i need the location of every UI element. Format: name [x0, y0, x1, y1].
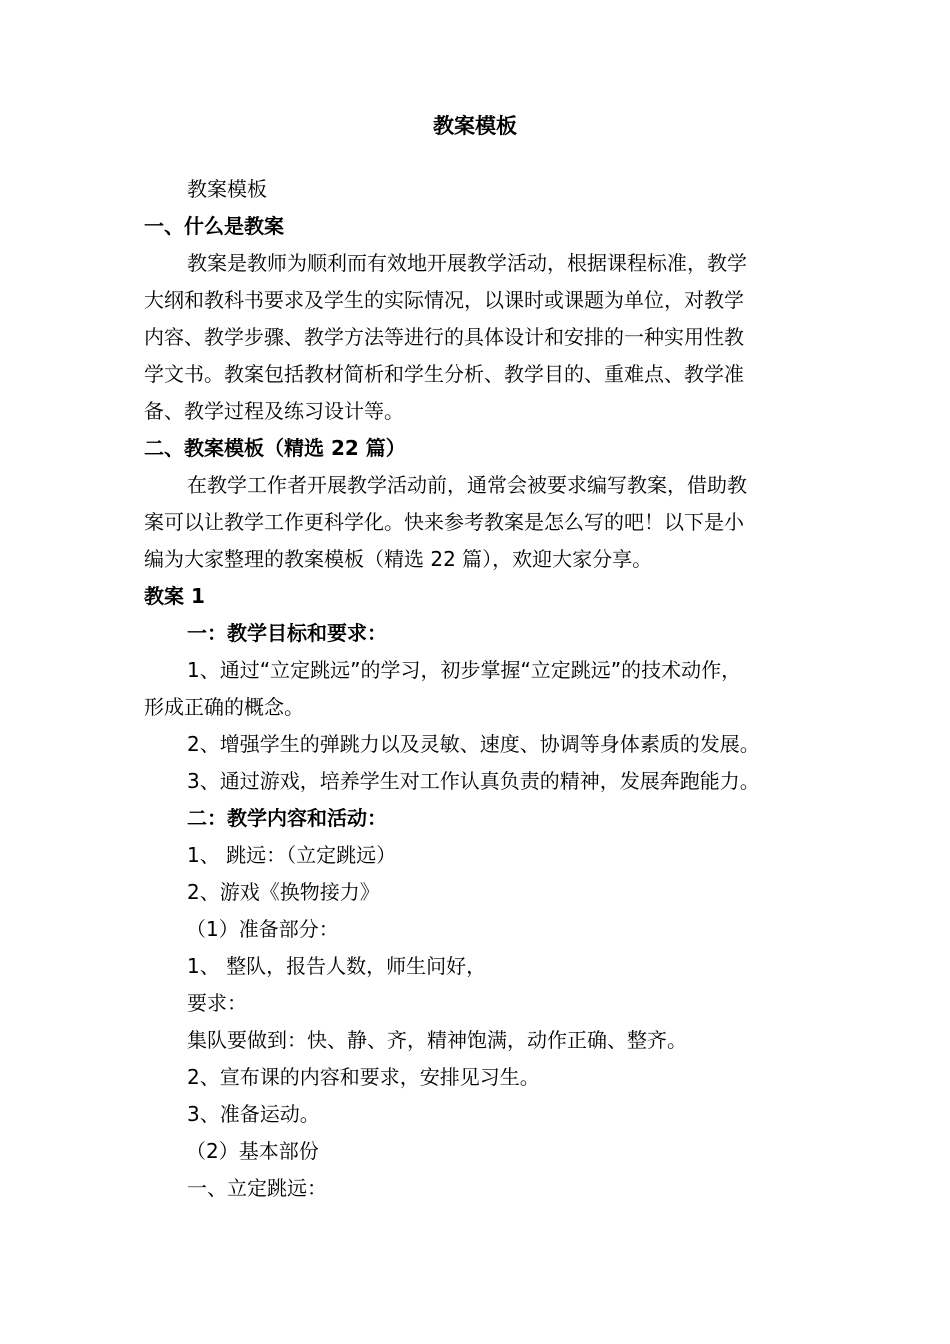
goal-2: 2、增强学生的弹跳力以及灵敏、速度、协调等身体素质的发展。: [187, 732, 760, 756]
section1-line: 内容、教学步骤、教学方法等进行的具体设计和安排的一种实用性教: [144, 325, 744, 349]
section2-line: 编为大家整理的教案模板（精选 22 篇），欢迎大家分享。: [144, 547, 653, 571]
section1-line: 备、教学过程及练习设计等。: [144, 399, 404, 423]
section2-paragraph: [144, 467, 830, 578]
prep-item-2: 2、宣布课的内容和要求，安排见习生。: [187, 1065, 540, 1089]
prep-item-1: 1、 整队，报告人数，师生问好，: [187, 954, 487, 978]
basic-heading: （2）基本部份: [186, 1139, 319, 1163]
lesson1-heading: 教案 1: [144, 584, 205, 608]
prep-heading: （1）准备部分：: [186, 917, 339, 941]
lesson1-part1-heading: 一：教学目标和要求：: [187, 621, 387, 645]
prep-item-3: 3、准备运动。: [187, 1102, 320, 1126]
section1-paragraph: [144, 245, 830, 430]
prep-requirement-label: 要求：: [187, 991, 247, 1015]
prep-requirement: 集队要做到：快、静、齐，精神饱满，动作正确、整齐。: [187, 1028, 687, 1052]
section1-line: 学文书。教案包括教材简析和学生分析、教学目的、重难点、教学准: [144, 362, 744, 386]
section1-line: 大纲和教科书要求及学生的实际情况，以课时或课题为单位，对教学: [144, 288, 744, 312]
goal-1-line-2: 形成正确的概念。: [144, 695, 304, 719]
section1-line: 教案是教师为顺利而有效地开展教学活动，根据课程标准，教学: [187, 251, 747, 275]
section2-heading: 二、教案模板（精选 22 篇）: [144, 436, 406, 460]
section1-heading: 一、什么是教案: [144, 214, 284, 238]
basic-item-1: 一、立定跳远：: [187, 1176, 327, 1200]
goal-3: 3、通过游戏，培养学生对工作认真负责的精神，发展奔跑能力。: [187, 769, 760, 793]
subtitle: 教案模板: [187, 177, 267, 201]
document-title: 教案模板: [433, 114, 517, 138]
content-item-2: 2、游戏《换物接力》: [187, 880, 380, 904]
lesson1-part2-heading: 二：教学内容和活动：: [187, 806, 387, 830]
section2-line: 在教学工作者开展教学活动前，通常会被要求编写教案，借助教: [187, 473, 747, 497]
goal-1-line-1: 1、通过“立定跳远”的学习，初步掌握“立定跳远”的技术动作，: [187, 658, 742, 682]
content-item-1: 1、 跳远：（立定跳远）: [187, 843, 397, 867]
section2-line: 案可以让教学工作更科学化。快来参考教案是怎么写的吧！以下是小: [144, 510, 744, 534]
document-body: [144, 171, 830, 1207]
